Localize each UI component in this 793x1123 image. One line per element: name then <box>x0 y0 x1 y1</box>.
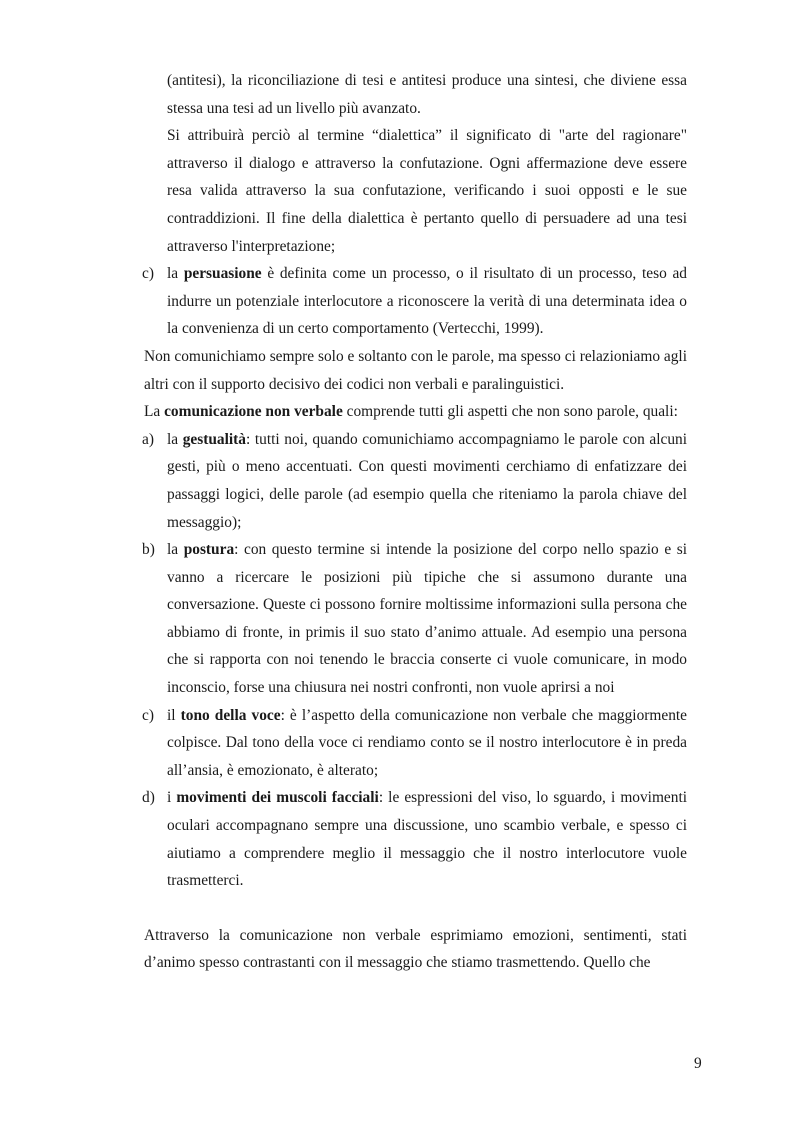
list-label: c) <box>142 706 154 724</box>
list-label: b) <box>142 541 155 559</box>
list-item-muscoli-facciali: d) i movimenti dei muscoli facciali: le espressioni del viso, lo sguardo, i movimenti oculari accompagnano sempre una discussione, uno scambio verbale, e spesso ci aiutiamo a comprendere meglio il messaggio che il nostro interlocutore vuole trasmetterci. <box>144 784 687 894</box>
list-term: postura <box>183 541 235 559</box>
paragraph-closing: Attraverso la comunicazione non verbale esprimiamo emozioni, sentimenti, stati d’animo spesso contrastanti con il messaggio che stiamo trasmettendo. Quello che <box>144 926 687 972</box>
page-number: 9 <box>694 1055 702 1072</box>
paragraph-intro: La comunicazione non verbale comprende tutti gli aspetti che non sono parole, quali: <box>144 403 678 421</box>
list-term: gestualità <box>182 430 246 448</box>
list-label: d) <box>142 789 155 807</box>
list-item-tono-voce: c) il tono della voce: è l’aspetto della comunicazione non verbale che maggiormente colpisce. Dal tono della voce ci rendiamo conto se il nostro interlocutore è in preda all’ansia, è emozionato, è alterato; <box>144 702 687 785</box>
list-item-gestualita: a) la gestualità: tutti noi, quando comunichiamo accompagniamo le parole con alcuni gesti, più o meno accentuati. Con questi movimenti cerchiamo di enfatizzare dei passaggi logici, delle parole (ad esempio quella che riteniamo la parola chiave del messaggio); <box>144 426 687 536</box>
list-term: persuasione <box>183 265 262 283</box>
list-label: a) <box>142 430 154 448</box>
continued-item-text: (antitesi), la riconciliazione di tesi e antitesi produce una sintesi, che diviene essa stessa una tesi ad un livello più avanzato. <box>167 72 687 117</box>
spacer <box>144 895 687 922</box>
key-term: comunicazione non verbale <box>164 403 343 421</box>
paragraph: Non comunichiamo sempre solo e soltanto con le parole, ma spesso ci relazioniamo agli altri con il supporto decisivo dei codici non verbali e paralinguistici. <box>144 347 687 393</box>
continued-item-text-2: Si attribuirà perciò al termine “dialettica” il significato di "arte del ragionare" attraverso il dialogo e attraverso la confutazione. Ogni affermazione deve essere resa valida attraverso la sua confutazione, verificando i suoi opposti e le sue contraddizioni. Il fine della dialettica è pertanto quello di persuadere ad una tesi attraverso l'interpretazione; <box>167 127 687 255</box>
list-item-persuasione: c) la persuasione è definita come un processo, o il risultato di un processo, teso ad indurre un potenziale interlocutore a riconoscere la verità di una determinata idea o la convenienza di un certo comportamento (Vertecchi, 1999). <box>144 260 687 343</box>
list-term: movimenti dei muscoli facciali <box>176 789 379 807</box>
list-label: c) <box>142 265 154 283</box>
page-body <box>144 67 687 977</box>
list-item-postura: b) la postura: con questo termine si intende la posizione del corpo nello spazio e si vanno a ricercare le posizioni più tipiche che si assumono durante una conversazione. Queste ci possono fornire moltissime informazioni sulla persona che abbiamo di fronte, in primis il suo stato d’animo attuale. Ad esempio una persona che si rapporta con noi tenendo le braccia conserte ci vuole comunicare, in modo inconscio, forse una chiusura nei nostri confronti, non vuole aprirsi a noi <box>144 536 687 702</box>
list-term: tono della voce <box>180 706 281 724</box>
